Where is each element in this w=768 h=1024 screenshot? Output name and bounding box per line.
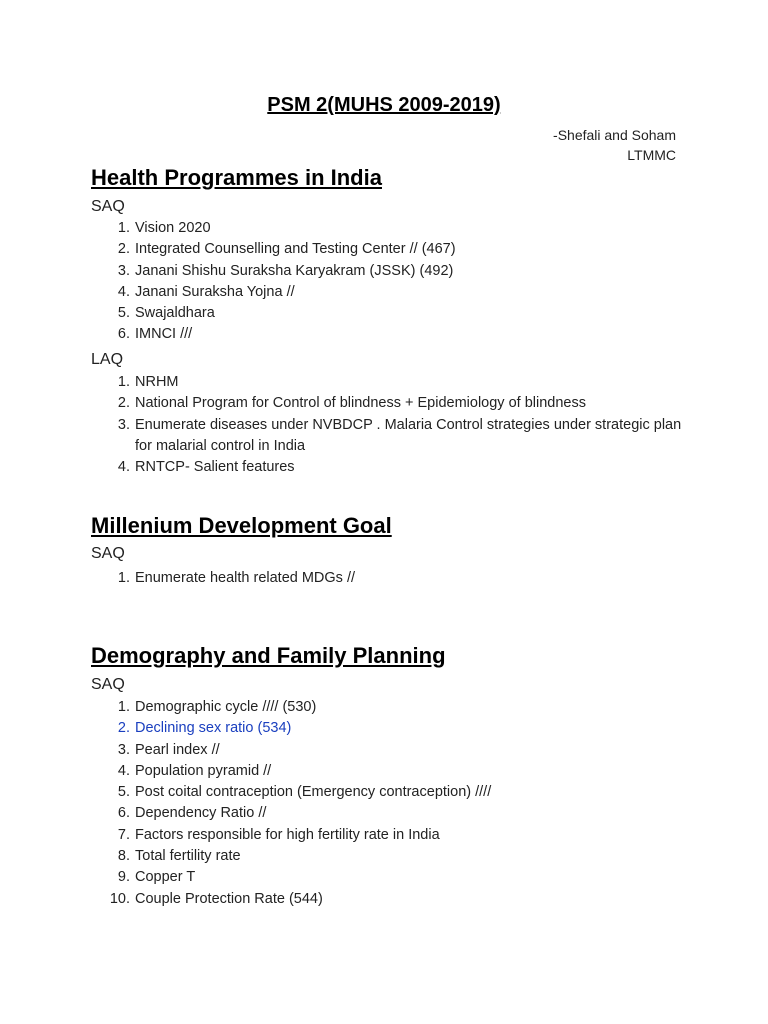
list-item: 3. Janani Shishu Suraksha Karyakram (JSSK) (492) xyxy=(117,262,454,279)
list-item: 7. Factors responsible for high fertility rate in India xyxy=(117,826,440,843)
list-item: 10. Couple Protection Rate (544) xyxy=(109,890,323,907)
list-item: 3. Pearl index // xyxy=(117,741,220,758)
section-heading-demography: Demography and Family Planning xyxy=(91,643,446,668)
section-heading-health-programmes: Health Programmes in India xyxy=(91,165,382,190)
sub-label-laq: LAQ xyxy=(91,351,124,368)
list-item: 2. National Program for Control of blindness + Epidemiology of blindness xyxy=(117,395,586,412)
list-item: 3. Enumerate diseases under NVBDCP . Malaria Control strategies under strategic plan for malarial control in India xyxy=(117,416,682,454)
sub-label-saq: SAQ xyxy=(91,198,125,215)
section-heading-mdg: Millenium Development Goal xyxy=(91,513,392,538)
list-item: 5. Post coital contraception (Emergency contraception) //// xyxy=(117,784,492,801)
list-item: 6. IMNCI /// xyxy=(117,326,193,343)
list-item: 1. Demographic cycle //// (530) xyxy=(117,699,317,715)
sub-label-saq: SAQ xyxy=(91,545,125,562)
list-item: 2. Integrated Counselling and Testing Center // (467) xyxy=(117,241,456,258)
document-title: PSM 2(MUHS 2009-2019) xyxy=(267,94,501,116)
list-item: 5. Swajaldhara xyxy=(117,305,215,322)
sub-label-saq: SAQ xyxy=(91,676,125,693)
list-item: 1. Vision 2020 xyxy=(117,220,211,236)
list-item-link[interactable]: 2. Declining sex ratio (534) xyxy=(117,720,292,737)
saq-list-demography xyxy=(91,697,691,910)
author-names: -Shefali and Soham xyxy=(553,127,676,143)
author-block xyxy=(553,125,676,165)
list-item: 9. Copper T xyxy=(117,869,196,886)
list-item: 4. Population pyramid // xyxy=(117,762,272,779)
saq-list-health-programmes xyxy=(91,218,691,346)
list-item: 1. Enumerate health related MDGs // xyxy=(117,570,356,586)
list-item: 6. Dependency Ratio // xyxy=(117,805,267,822)
laq-list-health-programmes xyxy=(91,372,691,478)
author-institution: LTMMC xyxy=(627,147,676,163)
list-item: 4. Janani Suraksha Yojna // xyxy=(117,283,295,300)
list-item: 8. Total fertility rate xyxy=(117,848,241,865)
list-item: 1. NRHM xyxy=(117,374,179,390)
saq-list-mdg xyxy=(91,568,691,589)
list-item: 4. RNTCP- Salient features xyxy=(117,459,295,476)
